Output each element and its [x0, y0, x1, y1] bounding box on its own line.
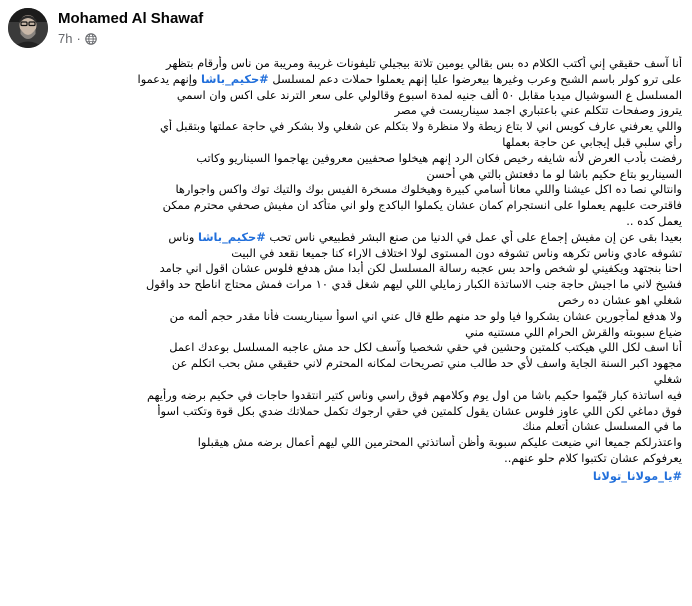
post-text-line	[8, 72, 682, 88]
author-name[interactable]: Mohamed Al Shawaf	[58, 10, 204, 27]
post-text-line	[8, 56, 682, 72]
post-text-segment: مجهود اكبر السنة الجاية واسف لأي حد طالب مني تصريحات لمكانه المحترم لاني حقيقي مش بحب اتكلم عن	[171, 356, 682, 371]
avatar-photo-icon	[8, 8, 48, 48]
post-text-segment: أنا اسف لكل اللي هيكتب كلمتين وحشين في حقي شخصيا وآسف لكل حد مش عاجبه المسلسل بوعدك اعمل	[169, 340, 682, 355]
hashtag-link[interactable]: #حكيم_باشا	[198, 229, 266, 244]
post-text-line	[8, 340, 682, 356]
post-text-segment: تشوفه عادي وناس تكرهه وناس تشوفه دون المستوى لولا اختلاف الاراء كنا جميعا نقعد في البيت	[231, 245, 682, 260]
post-text-line	[8, 388, 682, 404]
post-text-segment: واللي يعرفني عارف كويس اني لا بتاع زيطة ولا منظرة ولا بتكلم عن شغلي ولا بشكر في حاجة عملتها وبتقبل أي	[159, 119, 682, 134]
post-text-line	[8, 198, 682, 214]
post-text-line	[8, 151, 682, 167]
post-text-segment: فيه اساتذة كبار قيّموا حكيم باشا من اول يوم وكلامهم فوق راسي وناس كتير انتقدوا حاجات في حكيم برضه ورأيهم	[146, 387, 682, 402]
post-text-line	[8, 469, 682, 485]
post-meta	[58, 9, 203, 47]
post-header	[8, 6, 203, 50]
post-text-segment: على ترو كولر باسم الشبح وعرب وغيرها بيعرضوا عليا إنهم يعملوا حملات دعم لمسلسل	[268, 71, 682, 86]
post-text-line	[8, 135, 682, 151]
post-text-line	[8, 246, 682, 262]
post-text-segment: واعتذرلكم جميعا اني ضيعت عليكم سبوبة وأظن أساتذتي المحترمين اللي ليهم أعمال برضه مش هيقبلوا	[197, 435, 682, 450]
post-text-line	[8, 404, 682, 420]
hashtag-link[interactable]: #يا_مولانا_تولانا	[592, 468, 682, 483]
post-text-line	[8, 182, 682, 198]
post-text-line	[8, 119, 682, 135]
post-text-line	[8, 277, 682, 293]
post-text-line	[8, 309, 682, 325]
post-text-segment: وانتالي نصا ده اكل عيشنا واللي معانا أسامي كبيرة وهيخلوك مسخرة الفيس بوك والتيك توك واكس واجوارها	[175, 182, 682, 197]
avatar[interactable]	[8, 8, 48, 48]
post-text-segment: يتروز وصفحات تتكلم عني باعتباري اجمد سيناريست في مصر	[394, 103, 682, 118]
post-text-line	[8, 451, 682, 467]
post-text-line	[8, 167, 682, 183]
post-text-line	[8, 325, 682, 341]
post-text-line	[8, 372, 682, 388]
post-timestamp[interactable]: 7h	[58, 31, 73, 46]
post-text-line	[8, 214, 682, 230]
hashtag-link[interactable]: #حكيم_باشا	[201, 71, 269, 86]
post-text-line	[8, 230, 682, 246]
post-text-segment: رفضت بأدب العرض لأنه شايفه رخيص فكان الرد إنهم هيخلوا صحفيين معروفين يهاجموا السيناريو وكاتب	[196, 150, 682, 165]
separator-dot: ·	[76, 31, 81, 46]
post-text-segment: يعمل كده ..	[626, 213, 682, 228]
post-text-segment: ولا هدفع لمأجورين عشان يشكروا فيا ولو حد منهم طلع قال عني اني اسوأ سيناريست فأنا مقدر حجم ألمه من	[169, 308, 682, 323]
post-text-segment: بعيدا بقى عن إن مفيش إجماع على أي عمل في الدنيا من صنع البشر فطبيعي ناس تحب	[265, 229, 682, 244]
post-text-segment: ما في المسلسل عشان أتعلم منك	[522, 419, 682, 434]
post-text-line	[8, 103, 682, 119]
post-body	[8, 56, 682, 485]
post-text-segment: وإنهم يدعموا	[137, 71, 202, 86]
post-text-segment: شغلي	[653, 371, 682, 386]
post-text-segment: وناس	[168, 229, 199, 244]
post-text-line	[8, 419, 682, 435]
post-text-segment: شغلي اهو عشان ده رخص	[557, 292, 682, 307]
post-text-segment: فوق دماغي لكن اللي عاوز فلوس عشان يقول كلمتين في حقي ارجوك تكمل حملاتك ضدي بكل قوة وتكتب اسوأ	[157, 403, 682, 418]
post-text-segment: السيناريو بتاع حكيم باشا لو ما دفعتش بالتي هي أحسن	[426, 166, 682, 181]
post-text-segment: يعرفوكم عشان تكتبوا كلام حلو عنهم..	[504, 450, 682, 465]
post-text-segment: فاقترحت عليهم يعملوا على انستجرام كمان عشان يكملوا الباكدج ولو اني متأكد ان مفيش صحفي محترم ممكن	[162, 198, 682, 213]
post-text-line	[8, 88, 682, 104]
post-text-segment: أنا آسف حقيقي إني أكتب الكلام ده بس بقالي يومين تلاتة بيجيلي تليفونات غريبة ومريبة من ناس وأرقام بتظهر	[166, 56, 682, 70]
post-text-segment: احنا بنجتهد ويكفيني لو شخص واحد بس عجبه رسالة المسلسل لكن أبدا مش هدفع فلوس عشان اقول اني جامد	[159, 261, 682, 276]
globe-icon[interactable]	[85, 33, 97, 45]
post-text-line	[8, 261, 682, 277]
post-text-segment: المسلسل ع السوشيال ميديا مقابل ٥٠ ألف جنيه لمدة اسبوع وقالولي على سعر الترند على اكس وان اسمي	[176, 87, 682, 102]
post-text-segment: فشيخ لاني ما اجيش حاجة جنب الاساتذة الكبار زمايلي اللي ليهم شغل قدي ١٠ مرات فمش محتاج اناطح حد واقول	[146, 277, 682, 292]
post-text-line	[8, 435, 682, 451]
post-text-line	[8, 293, 682, 309]
post-text-segment: رأي سلبي قبل إيجابي عن حاجة بعملها	[502, 134, 682, 149]
post-text-segment: ضياع سبوبته والقرش الحرام اللي مستنيه مني	[465, 324, 682, 339]
post-subline	[58, 30, 203, 47]
post-text-line	[8, 356, 682, 372]
